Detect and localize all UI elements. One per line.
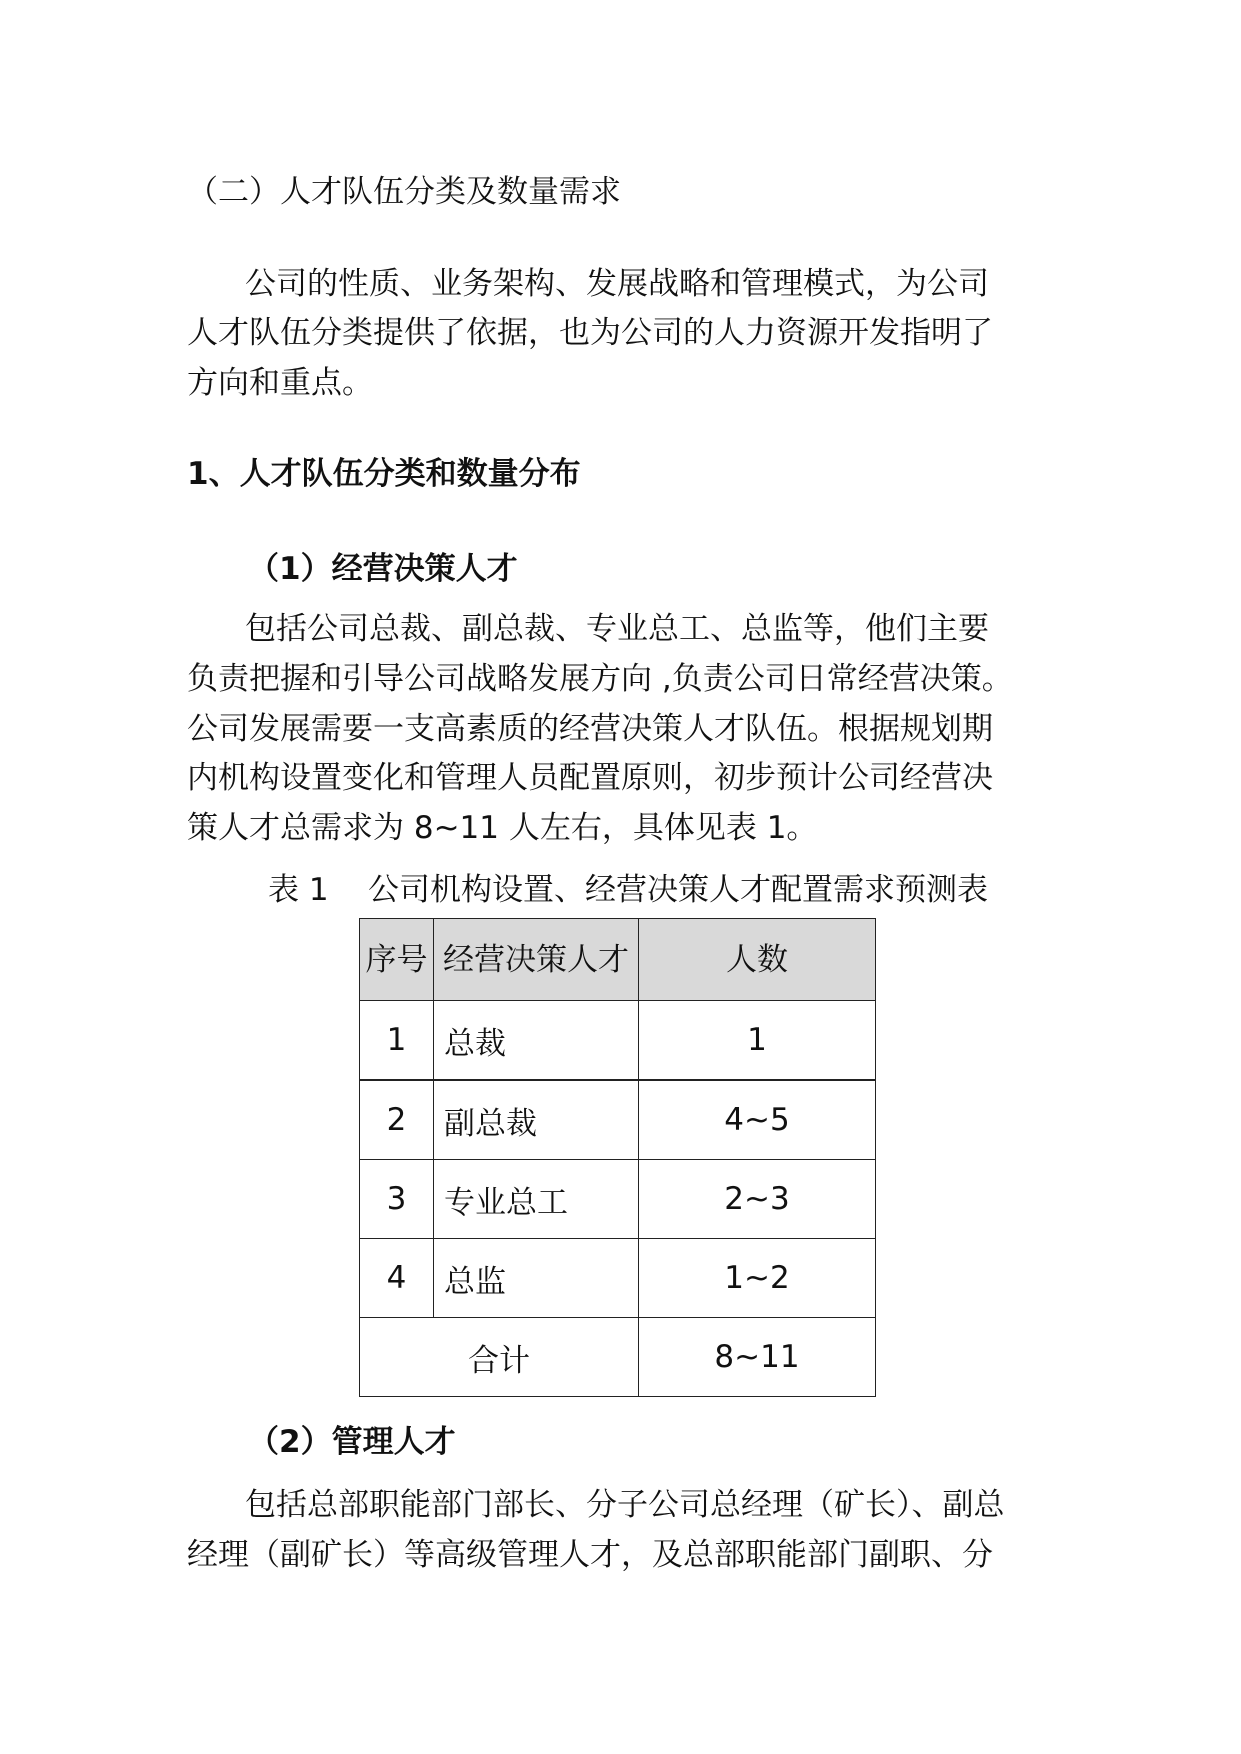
table-row xyxy=(360,1239,876,1318)
intro-line-3: 方向和重点。 xyxy=(187,365,373,401)
part1-heading: （1）经营决策人才 xyxy=(248,551,518,587)
header-no: 序号 xyxy=(360,919,434,1001)
row-no: 2 xyxy=(360,1080,434,1160)
header-count: 人数 xyxy=(639,919,876,1001)
part1-line-5: 策人才总需求为 8~11 人左右，具体见表 1。 xyxy=(187,810,818,846)
part2-line-2: 经理（副矿长）等高级管理人才，及总部职能部门副职、分 xyxy=(187,1537,993,1573)
section-heading: （二）人才队伍分类及数量需求 xyxy=(187,174,621,210)
row-role: 副总裁 xyxy=(434,1080,639,1160)
row-role: 总裁 xyxy=(434,1001,639,1081)
part1-line-1: 包括公司总裁、副总裁、专业总工、总监等，他们主要 xyxy=(245,611,989,647)
row-no: 3 xyxy=(360,1160,434,1239)
row-no: 4 xyxy=(360,1239,434,1318)
row-role: 专业总工 xyxy=(434,1160,639,1239)
row-count: 1 xyxy=(639,1001,876,1081)
table-header-row xyxy=(360,919,876,1001)
total-label: 合计 xyxy=(360,1318,639,1397)
subsection-heading: 1、人才队伍分类和数量分布 xyxy=(187,456,581,492)
row-count: 2~3 xyxy=(639,1160,876,1239)
table-caption: 表 1 公司机构设置、经营决策人才配置需求预测表 xyxy=(268,872,988,908)
forecast-table xyxy=(359,918,876,1397)
row-count: 1~2 xyxy=(639,1239,876,1318)
total-count: 8~11 xyxy=(639,1318,876,1397)
part2-line-1: 包括总部职能部门部长、分子公司总经理（矿长）、副总 xyxy=(245,1487,1005,1523)
row-no: 1 xyxy=(360,1001,434,1081)
part1-line-2: 负责把握和引导公司战略发展方向 ,负责公司日常经营决策。 xyxy=(187,661,1013,697)
part2-heading: （2）管理人才 xyxy=(248,1424,456,1460)
header-role: 经营决策人才 xyxy=(434,919,639,1001)
row-count: 4~5 xyxy=(639,1080,876,1160)
table-total-row xyxy=(360,1318,876,1397)
table-row xyxy=(360,1080,876,1160)
intro-line-1: 公司的性质、业务架构、发展战略和管理模式，为公司 xyxy=(245,266,989,302)
part1-line-4: 内机构设置变化和管理人员配置原则，初步预计公司经营决 xyxy=(187,760,993,796)
table-row xyxy=(360,1001,876,1081)
table-row xyxy=(360,1160,876,1239)
part1-line-3: 公司发展需要一支高素质的经营决策人才队伍。根据规划期 xyxy=(187,711,993,747)
row-role: 总监 xyxy=(434,1239,639,1318)
intro-line-2: 人才队伍分类提供了依据，也为公司的人力资源开发指明了 xyxy=(187,315,993,351)
